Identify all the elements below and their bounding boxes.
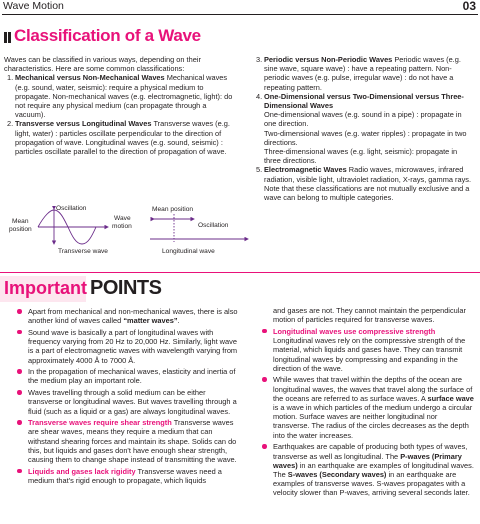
- item-heading: Periodic versus Non-Periodic Waves: [264, 55, 393, 64]
- right-column: [253, 55, 475, 202]
- longitudinal-wave-diagram: [150, 206, 250, 268]
- bullet-icon: [17, 330, 22, 335]
- classification-item: [253, 55, 475, 92]
- mean-position-label: Mean position: [152, 206, 194, 213]
- point-text: Transverse waves are shear waves, means they require a medium that can withstand shearing forces and maintain its shape. Solids can do this, but liquids and gases don't have enough shear strength, causing them to change shape instead of transmitting the wave.: [28, 418, 237, 465]
- running-header-title: Wave Motion: [3, 0, 64, 12]
- wave-motion-label-line1: Wave: [114, 215, 131, 222]
- bullet-icon: [262, 444, 267, 449]
- bullet-icon: [262, 329, 267, 334]
- point-item: [262, 327, 474, 373]
- section-title: Classification of a Wave: [14, 26, 201, 45]
- classification-item: [4, 73, 236, 119]
- item-paragraph: Three-dimensional waves (e.g. light, seismic): propagate in three directions.: [264, 147, 458, 166]
- bullet-icon: [17, 420, 22, 425]
- intro-paragraph: Waves can be classified in various ways, depending on their characteristics. Here are some common classifications:: [4, 55, 201, 74]
- item-heading: Transverse versus Longitudinal Waves: [15, 119, 152, 129]
- point-item: [17, 418, 239, 464]
- mean-label-line2: position: [9, 226, 32, 233]
- longitudinal-caption: Longitudinal wave: [162, 248, 215, 255]
- classification-item: [253, 92, 475, 166]
- item-text: Radio waves, microwaves, infrared radiation, visible light, ultraviolet radiation, X-rays, gamma rays.: [264, 165, 472, 184]
- oscillation-label: Oscillation: [198, 222, 229, 229]
- note-paragraph: Note that these classifications are not mutually exclusive and a wave can belong to multiple categories.: [264, 183, 470, 203]
- transverse-caption: Transverse wave: [58, 248, 108, 255]
- point-text: In the propagation of mechanical waves, elasticity and inertia of the medium play an important role.: [28, 367, 236, 386]
- item-heading: One-Dimensional versus Two-Dimensional versus Three-Dimensional Waves: [264, 91, 464, 111]
- item-text: Periodic waves (e.g. sine wave, square wave) : have a repeating pattern. Non-periodic waves (e.g. pulse, irregular wave) : do not have a repeating pattern.: [264, 55, 461, 92]
- item-text: Mechanical waves (e.g. sound, water, seismic): require a physical medium to propagate. Non-mechanical waves (e.g. electromagnetic, light): do not require any physical medium (can propagate through a vacuum).: [15, 73, 233, 120]
- point-item: [17, 367, 239, 385]
- point-text: Longitudinal waves rely on the compressive strength of the material, which liquids and gases have. They can transmit longitudinal waves by compressing and expanding in the direction of the wave.: [273, 336, 466, 373]
- point-heading: Transverse waves require shear strength: [28, 418, 172, 428]
- wave-motion-label-line2: motion: [112, 223, 132, 230]
- point-text: Sound wave is basically a part of longitudinal waves with frequency varying from 20 Hz to 20,000 Hz. Similarly, light wave is a part of electromagnetic waves with wavelength varying from approximately 4000 Å to 7000 Å.: [28, 327, 238, 365]
- bullet-icon: [17, 309, 22, 314]
- point-heading: Longitudinal waves use compressive strength: [273, 326, 436, 336]
- left-column: [4, 55, 236, 156]
- point-continuation: [262, 306, 474, 324]
- point-item: Earthquakes are capable of producing both types of waves, transverse as well as longitudinal. The P-waves (Primary waves) in an earthquake are examples of longitudinal waves. The S-waves (Secondary waves) in an earthquake are examples of transverse waves. S-waves propagates with a velocity slower than P-waves, arriving several seconds later.: [262, 442, 474, 497]
- bullet-icon: [17, 390, 22, 395]
- page-number: 03: [462, 0, 476, 13]
- important-points-banner: [0, 276, 480, 304]
- item-paragraph: One-dimensional waves (e.g. sound in a pipe) : propagate in one direction.: [264, 110, 462, 129]
- important-box: [0, 276, 86, 302]
- item-number: 2.: [7, 119, 14, 129]
- point-item: [17, 388, 239, 416]
- section-title-bars-icon: [4, 30, 12, 48]
- important-rule: [0, 272, 480, 273]
- bullet-icon: [262, 377, 267, 382]
- item-paragraph: Two-dimensional waves (e.g. water ripples) : propagate in two directions.: [264, 128, 467, 147]
- point-item: Apart from mechanical and non-mechanical waves, there is also another kind of waves called “matter waves”.: [17, 307, 239, 325]
- important-points-right: [262, 306, 474, 500]
- mean-label-line1: Mean: [12, 218, 29, 225]
- point-item: [17, 328, 239, 365]
- oscillation-label: Oscillation: [56, 205, 87, 212]
- transverse-wave-diagram: [4, 206, 134, 268]
- item-number: 1.: [7, 73, 14, 83]
- longitudinal-wave-figure: [150, 206, 250, 268]
- classification-list-left: [4, 73, 236, 156]
- classification-item: [253, 165, 475, 183]
- point-text: Transverse waves need a medium that's rigid enough to propagate, which liquids: [28, 466, 222, 485]
- item-number: 3.: [256, 55, 263, 64]
- point-item: [17, 467, 239, 485]
- header-rule: [2, 14, 478, 15]
- important-word: Important: [4, 278, 87, 298]
- important-points-left: [17, 307, 239, 488]
- item-number: 5.: [256, 165, 263, 175]
- item-heading: Electromagnetic Waves: [264, 165, 347, 175]
- classification-list-right: [253, 55, 475, 184]
- item-number: 4.: [256, 91, 263, 101]
- item-text: Transverse waves (e.g. light, water) : particles oscillate perpendicular to the direction of propagation of wave. Longitudinal waves (e.g. sound, seismic) : particles oscillate parallel to the direction of propagation of wave.: [15, 119, 230, 157]
- classification-item: [4, 119, 236, 156]
- point-text: and gases are not. They cannot maintain the perpendicular motion of particles required for transverse waves.: [273, 306, 466, 325]
- item-heading: Mechanical versus Non-Mechanical Waves: [15, 73, 165, 83]
- bullet-icon: [17, 469, 22, 474]
- point-heading: Liquids and gases lack rigidity: [28, 466, 136, 476]
- points-word: POINTS: [90, 277, 162, 299]
- point-item: While waves that travel within the depths of the ocean are longitudinal waves, the waves that travel along the surface of the oceans are referred to as surface waves. A surface wave is a wave in which particles of the medium undergo a circular motion. Surface waves are neither longitudinal nor transverse. The radius of the circles decreases as the depth into the water increases.: [262, 375, 474, 439]
- point-text: Waves travelling through a solid medium can be either transverse or longitudinal waves. But waves travelling through a fluid (such as a liquid or a gas) are always longitudinal waves.: [28, 388, 237, 416]
- bullet-icon: [17, 369, 22, 374]
